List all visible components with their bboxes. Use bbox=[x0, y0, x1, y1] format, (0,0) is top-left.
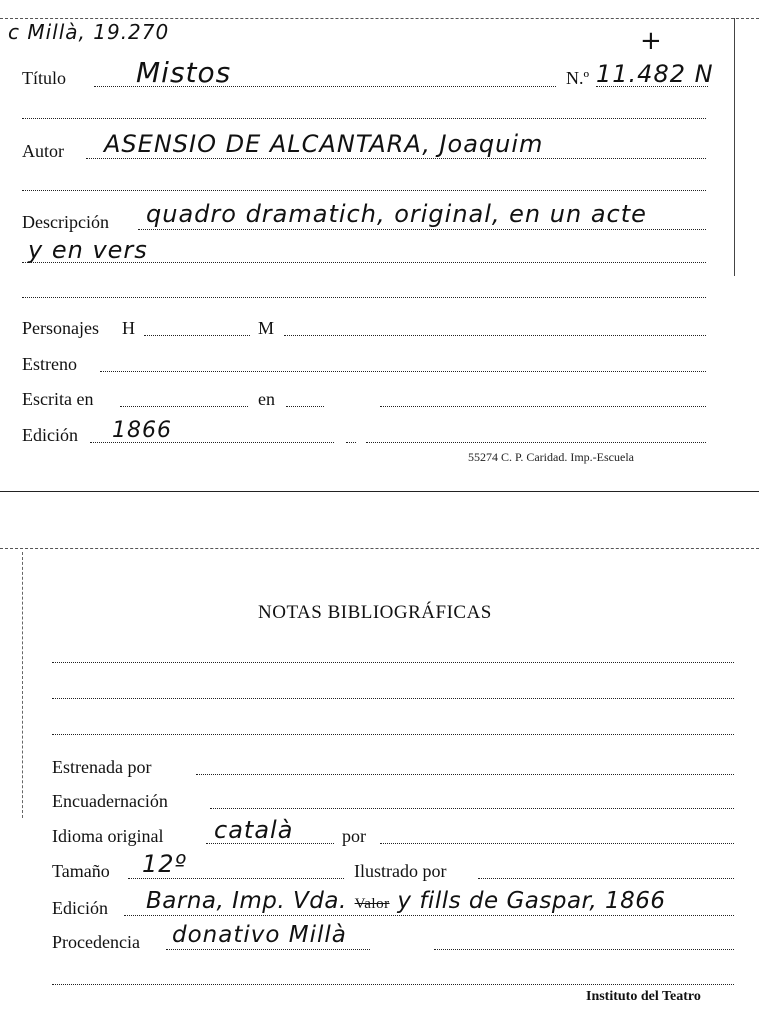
personajes-h-label: H bbox=[122, 318, 135, 338]
descripcion-value-2: y en vers bbox=[28, 236, 148, 264]
notas-line-1 bbox=[52, 662, 734, 663]
edicion2-value-b: y fills de Gaspar, 1866 bbox=[397, 888, 666, 914]
edicion2-label: Edición bbox=[52, 898, 108, 918]
idioma-por-line bbox=[380, 843, 734, 844]
escrita-extra-line bbox=[380, 406, 706, 407]
institution-footer: Instituto del Teatro bbox=[586, 989, 701, 1004]
tamano-line bbox=[128, 878, 344, 879]
tamano-label: Tamaño bbox=[52, 861, 110, 881]
printer-note: 55274 C. P. Caridad. Imp.-Escuela bbox=[468, 450, 634, 464]
edicion2-value bbox=[146, 888, 666, 914]
card2-left-edge bbox=[22, 552, 23, 818]
autor-label: Autor bbox=[22, 141, 64, 161]
escrita-line bbox=[120, 406, 248, 407]
notas-line-2 bbox=[52, 698, 734, 699]
idioma-value: català bbox=[214, 816, 294, 844]
autor-continuation-line bbox=[22, 190, 706, 191]
edicion2-line bbox=[124, 915, 734, 916]
descripcion-line-1 bbox=[138, 229, 706, 230]
personajes-m-label: M bbox=[258, 318, 275, 338]
edicion2-value-a: Barna, Imp. Vda. bbox=[146, 888, 347, 914]
personajes-label: Personajes bbox=[22, 318, 99, 338]
reference-note: c Millà, 19.270 bbox=[8, 20, 170, 44]
idioma-label: Idioma original bbox=[52, 826, 164, 846]
numero-label: N.º bbox=[566, 68, 590, 88]
descripcion-value-1: quadro dramatich, original, en un acte bbox=[146, 200, 647, 228]
procedencia-value: donativo Millà bbox=[172, 922, 347, 948]
encuadernacion-line bbox=[210, 808, 734, 809]
tamano-value: 12º bbox=[142, 850, 187, 878]
numero-value: 11.482 N bbox=[596, 60, 714, 88]
personajes-m-line bbox=[284, 335, 706, 336]
edicion-extra-line bbox=[366, 442, 706, 443]
procedencia-line bbox=[166, 949, 370, 950]
ilustrado-line bbox=[478, 878, 734, 879]
card-right-edge bbox=[734, 18, 735, 276]
personajes-h-line bbox=[144, 335, 250, 336]
titulo-label: Título bbox=[22, 68, 66, 88]
card-top-edge bbox=[0, 18, 759, 19]
ilustrado-label: Ilustrado por bbox=[354, 861, 447, 881]
estreno-label: Estreno bbox=[22, 354, 77, 374]
notas-bottom-line bbox=[52, 984, 734, 985]
autor-line bbox=[86, 158, 706, 159]
descripcion-label: Descripción bbox=[22, 212, 109, 232]
procedencia-extra-line bbox=[434, 949, 734, 950]
escrita-label: Escrita en bbox=[22, 389, 94, 409]
card-bottom-edge bbox=[0, 491, 759, 492]
procedencia-label: Procedencia bbox=[52, 932, 140, 952]
titulo-continuation-line bbox=[22, 118, 706, 119]
edicion-label: Edición bbox=[22, 425, 78, 445]
escrita-en-label: en bbox=[258, 389, 275, 409]
edicion2-struck: Valor bbox=[354, 896, 390, 912]
estrenada-line bbox=[196, 774, 734, 775]
notas-heading: NOTAS BIBLIOGRÁFICAS bbox=[258, 602, 492, 623]
idioma-por-label: por bbox=[342, 826, 366, 846]
encuadernacion-label: Encuadernación bbox=[52, 791, 168, 811]
escrita-en-line bbox=[286, 406, 324, 407]
notas-line-3 bbox=[52, 734, 734, 735]
autor-value: ASENSIO DE ALCANTARA, Joaquim bbox=[104, 130, 544, 158]
estreno-line bbox=[100, 371, 706, 372]
descripcion-line-3 bbox=[22, 297, 706, 298]
titulo-value: Mistos bbox=[136, 56, 232, 89]
edicion-value: 1866 bbox=[112, 418, 172, 443]
card2-top-edge bbox=[0, 548, 759, 549]
cross-mark: + bbox=[640, 26, 663, 56]
edicion-dash bbox=[346, 442, 356, 443]
estrenada-label: Estrenada por bbox=[52, 757, 152, 777]
